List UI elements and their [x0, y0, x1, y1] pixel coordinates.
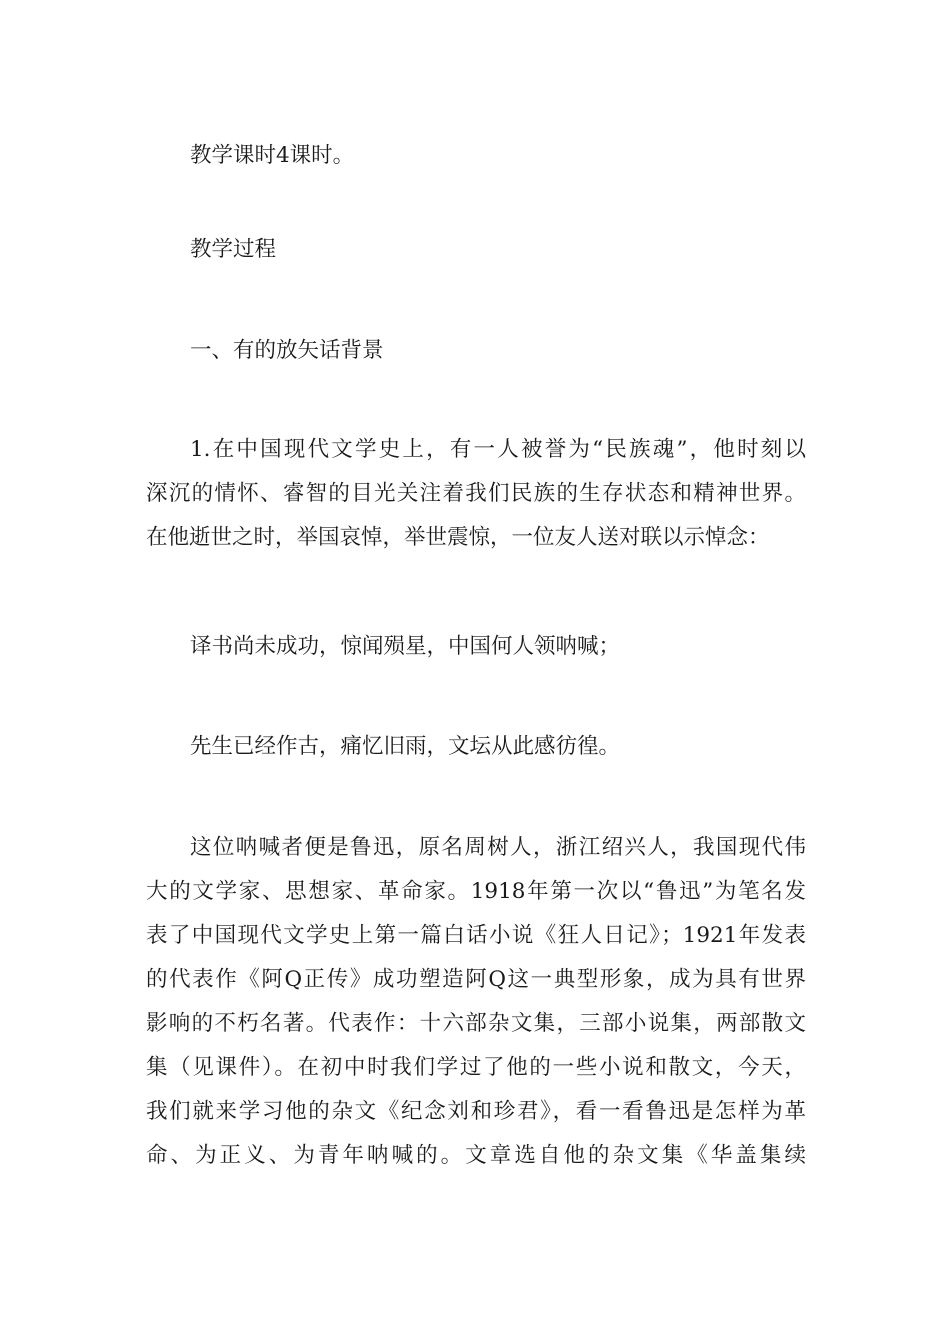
text-line: 这位呐喊者便是鲁迅，原名周树人，浙江绍兴人，我国现代伟 [190, 835, 806, 860]
text-line: 大的文学家、思想家、革命家。1918年第一次以“鲁迅”为笔名发 [146, 879, 806, 904]
text-line: 深沉的情怀、睿智的目光关注着我们民族的生存状态和精神世界。 [146, 481, 806, 506]
text-line: 教学课时4课时。 [190, 143, 355, 168]
text-line: 教学过程 [190, 237, 277, 262]
paragraph-intro [146, 428, 806, 560]
text-line: 集（见课件）。在初中时我们学过了他的一些小说和散文，今天， [146, 1055, 806, 1080]
text-line: 的代表作《阿Q正传》成功塑造阿Q这一典型形象，成为具有世界 [146, 967, 806, 992]
paragraph-lu-xun [146, 826, 806, 1178]
paragraph-couplet-first [146, 625, 806, 669]
text-line: 先生已经作古，痛忆旧雨，文坛从此感彷徨。 [190, 734, 621, 759]
text-line: 影响的不朽名著。代表作：十六部杂文集，三部小说集，两部散文 [146, 1011, 806, 1036]
paragraph-couplet-second [146, 725, 806, 769]
paragraph-class-hours [146, 134, 806, 178]
text-line: 命、为正义、为青年呐喊的。文章选自他的杂文集《华盖集续 [146, 1143, 806, 1168]
text-line: 我们就来学习他的杂文《纪念刘和珍君》，看一看鲁迅是怎样为革 [146, 1099, 806, 1124]
paragraph-teaching-process [146, 228, 806, 272]
text-line: 表了中国现代文学史上第一篇白话小说《狂人日记》；1921年发表 [146, 923, 806, 948]
text-line: 译书尚未成功，惊闻殒星，中国何人领呐喊； [190, 634, 621, 659]
text-line: 1.在中国现代文学史上，有一人被誉为“民族魂”，他时刻以 [190, 437, 806, 462]
text-line: 在他逝世之时，举国哀悼，举世震惊，一位友人送对联以示悼念： [146, 525, 770, 550]
paragraph-section-heading [146, 329, 806, 373]
text-line: 一、有的放矢话背景 [190, 338, 384, 363]
